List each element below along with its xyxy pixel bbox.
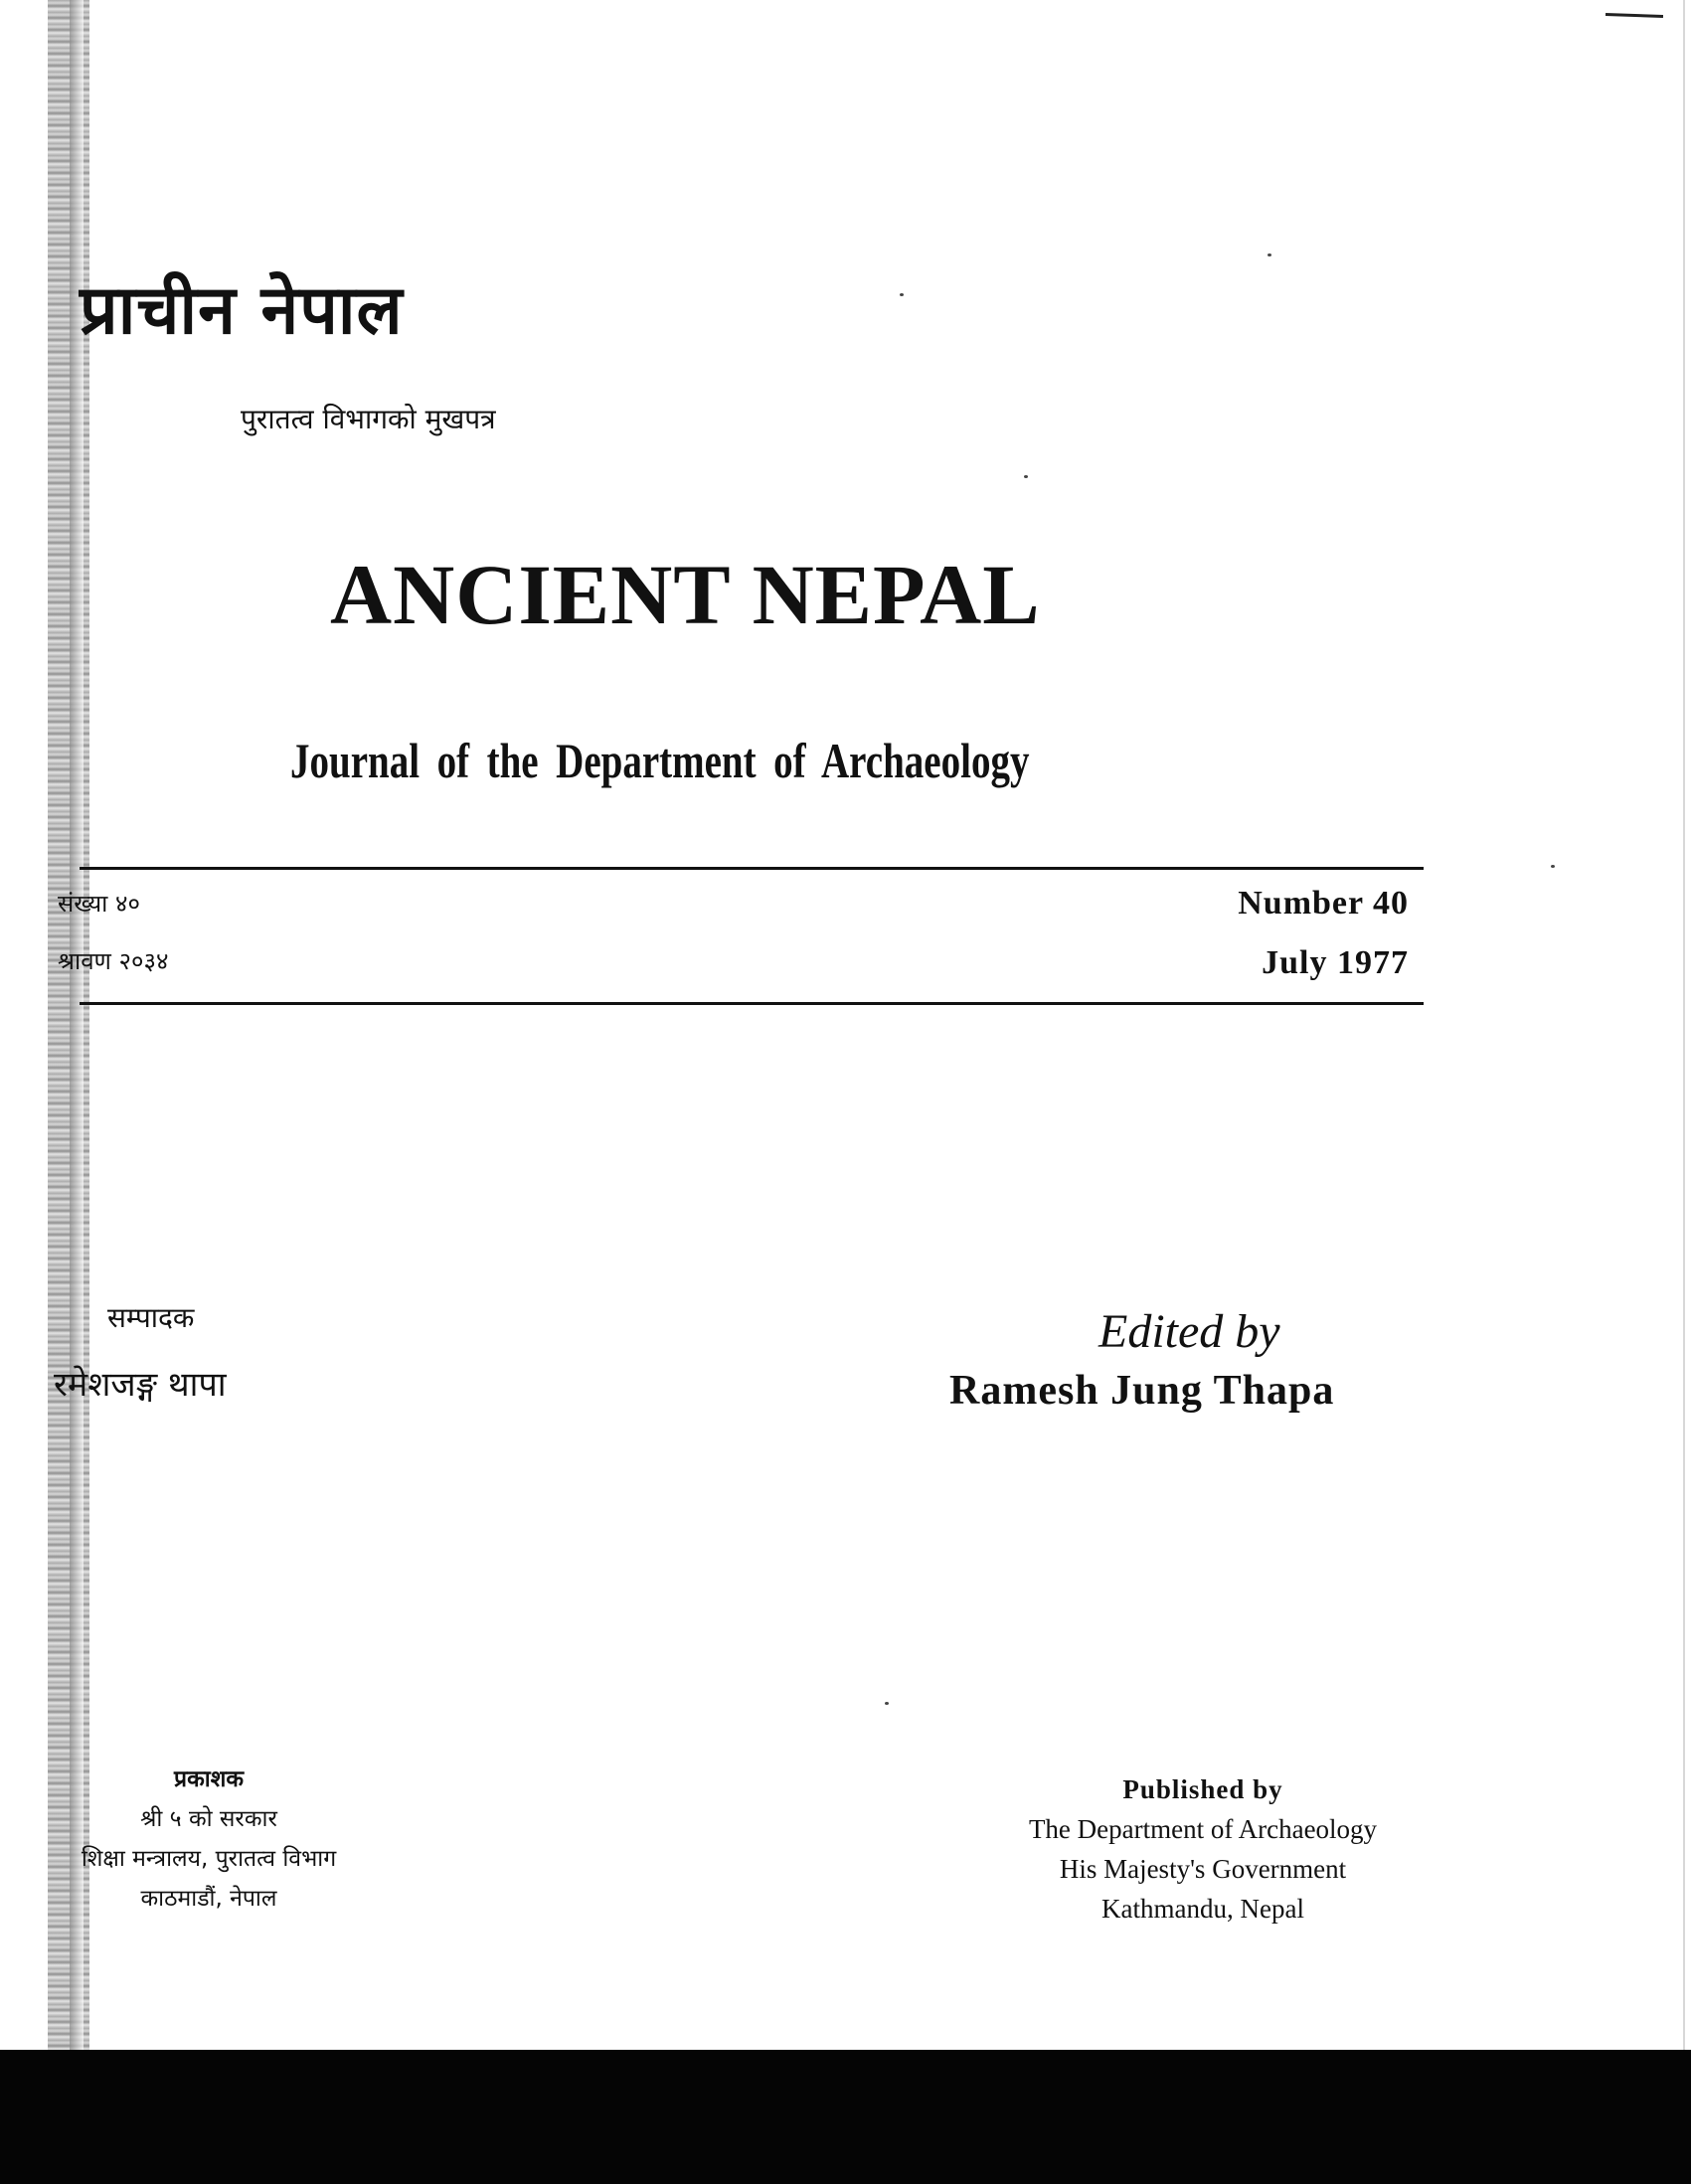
editor-label-nepali: सम्पादक: [107, 1301, 195, 1334]
publisher-block: [984, 1769, 1422, 1929]
scan-speck: [1551, 865, 1555, 868]
rule-bottom: [80, 1002, 1424, 1005]
scan-right-edge: [1683, 0, 1685, 2050]
editor-name-nepali: रमेशजङ्ग थापा: [54, 1365, 227, 1405]
issue-number-nepali: संख्या ४०: [58, 890, 140, 918]
publisher-block-nepali: [40, 1760, 378, 1919]
publisher-line-nepali: काठमाडौं, नेपाल: [140, 1886, 277, 1912]
publisher-line: The Department of Archaeology: [1028, 1814, 1378, 1844]
issue-date-nepali: श्रावण २०३४: [58, 947, 169, 975]
issue-number: Number 40: [1238, 885, 1409, 922]
publisher-line-nepali: शिक्षा मन्त्रालय, पुरातत्व विभाग: [81, 1846, 337, 1872]
publisher-heading-nepali: प्रकाशक: [173, 1766, 244, 1792]
subtitle-nepali: पुरातत्व विभागको मुखपत्र: [241, 403, 496, 435]
rule-top: [80, 867, 1424, 870]
scan-speck: [1024, 475, 1028, 478]
publisher-heading: Published by: [1122, 1774, 1283, 1804]
publisher-line-nepali: श्री ५ को सरकार: [140, 1806, 277, 1832]
edited-by-label: Edited by: [1099, 1305, 1280, 1358]
publisher-line: His Majesty's Government: [1059, 1854, 1347, 1884]
issue-date: July 1977: [1262, 944, 1409, 981]
editor-name: Ramesh Jung Thapa: [949, 1368, 1335, 1414]
scan-corner-mark: [1606, 13, 1663, 18]
journal-subtitle: Journal of the Department of Archaeology: [290, 733, 1030, 788]
title-nepali: प्राचीन नेपाल: [80, 271, 404, 350]
scan-bottom-band: [0, 2050, 1691, 2184]
page-title: ANCIENT NEPAL: [330, 547, 1041, 642]
scan-speck: [900, 293, 904, 296]
publisher-line: Kathmandu, Nepal: [1101, 1894, 1304, 1924]
scan-speck: [1268, 253, 1271, 256]
scan-speck: [885, 1702, 889, 1705]
